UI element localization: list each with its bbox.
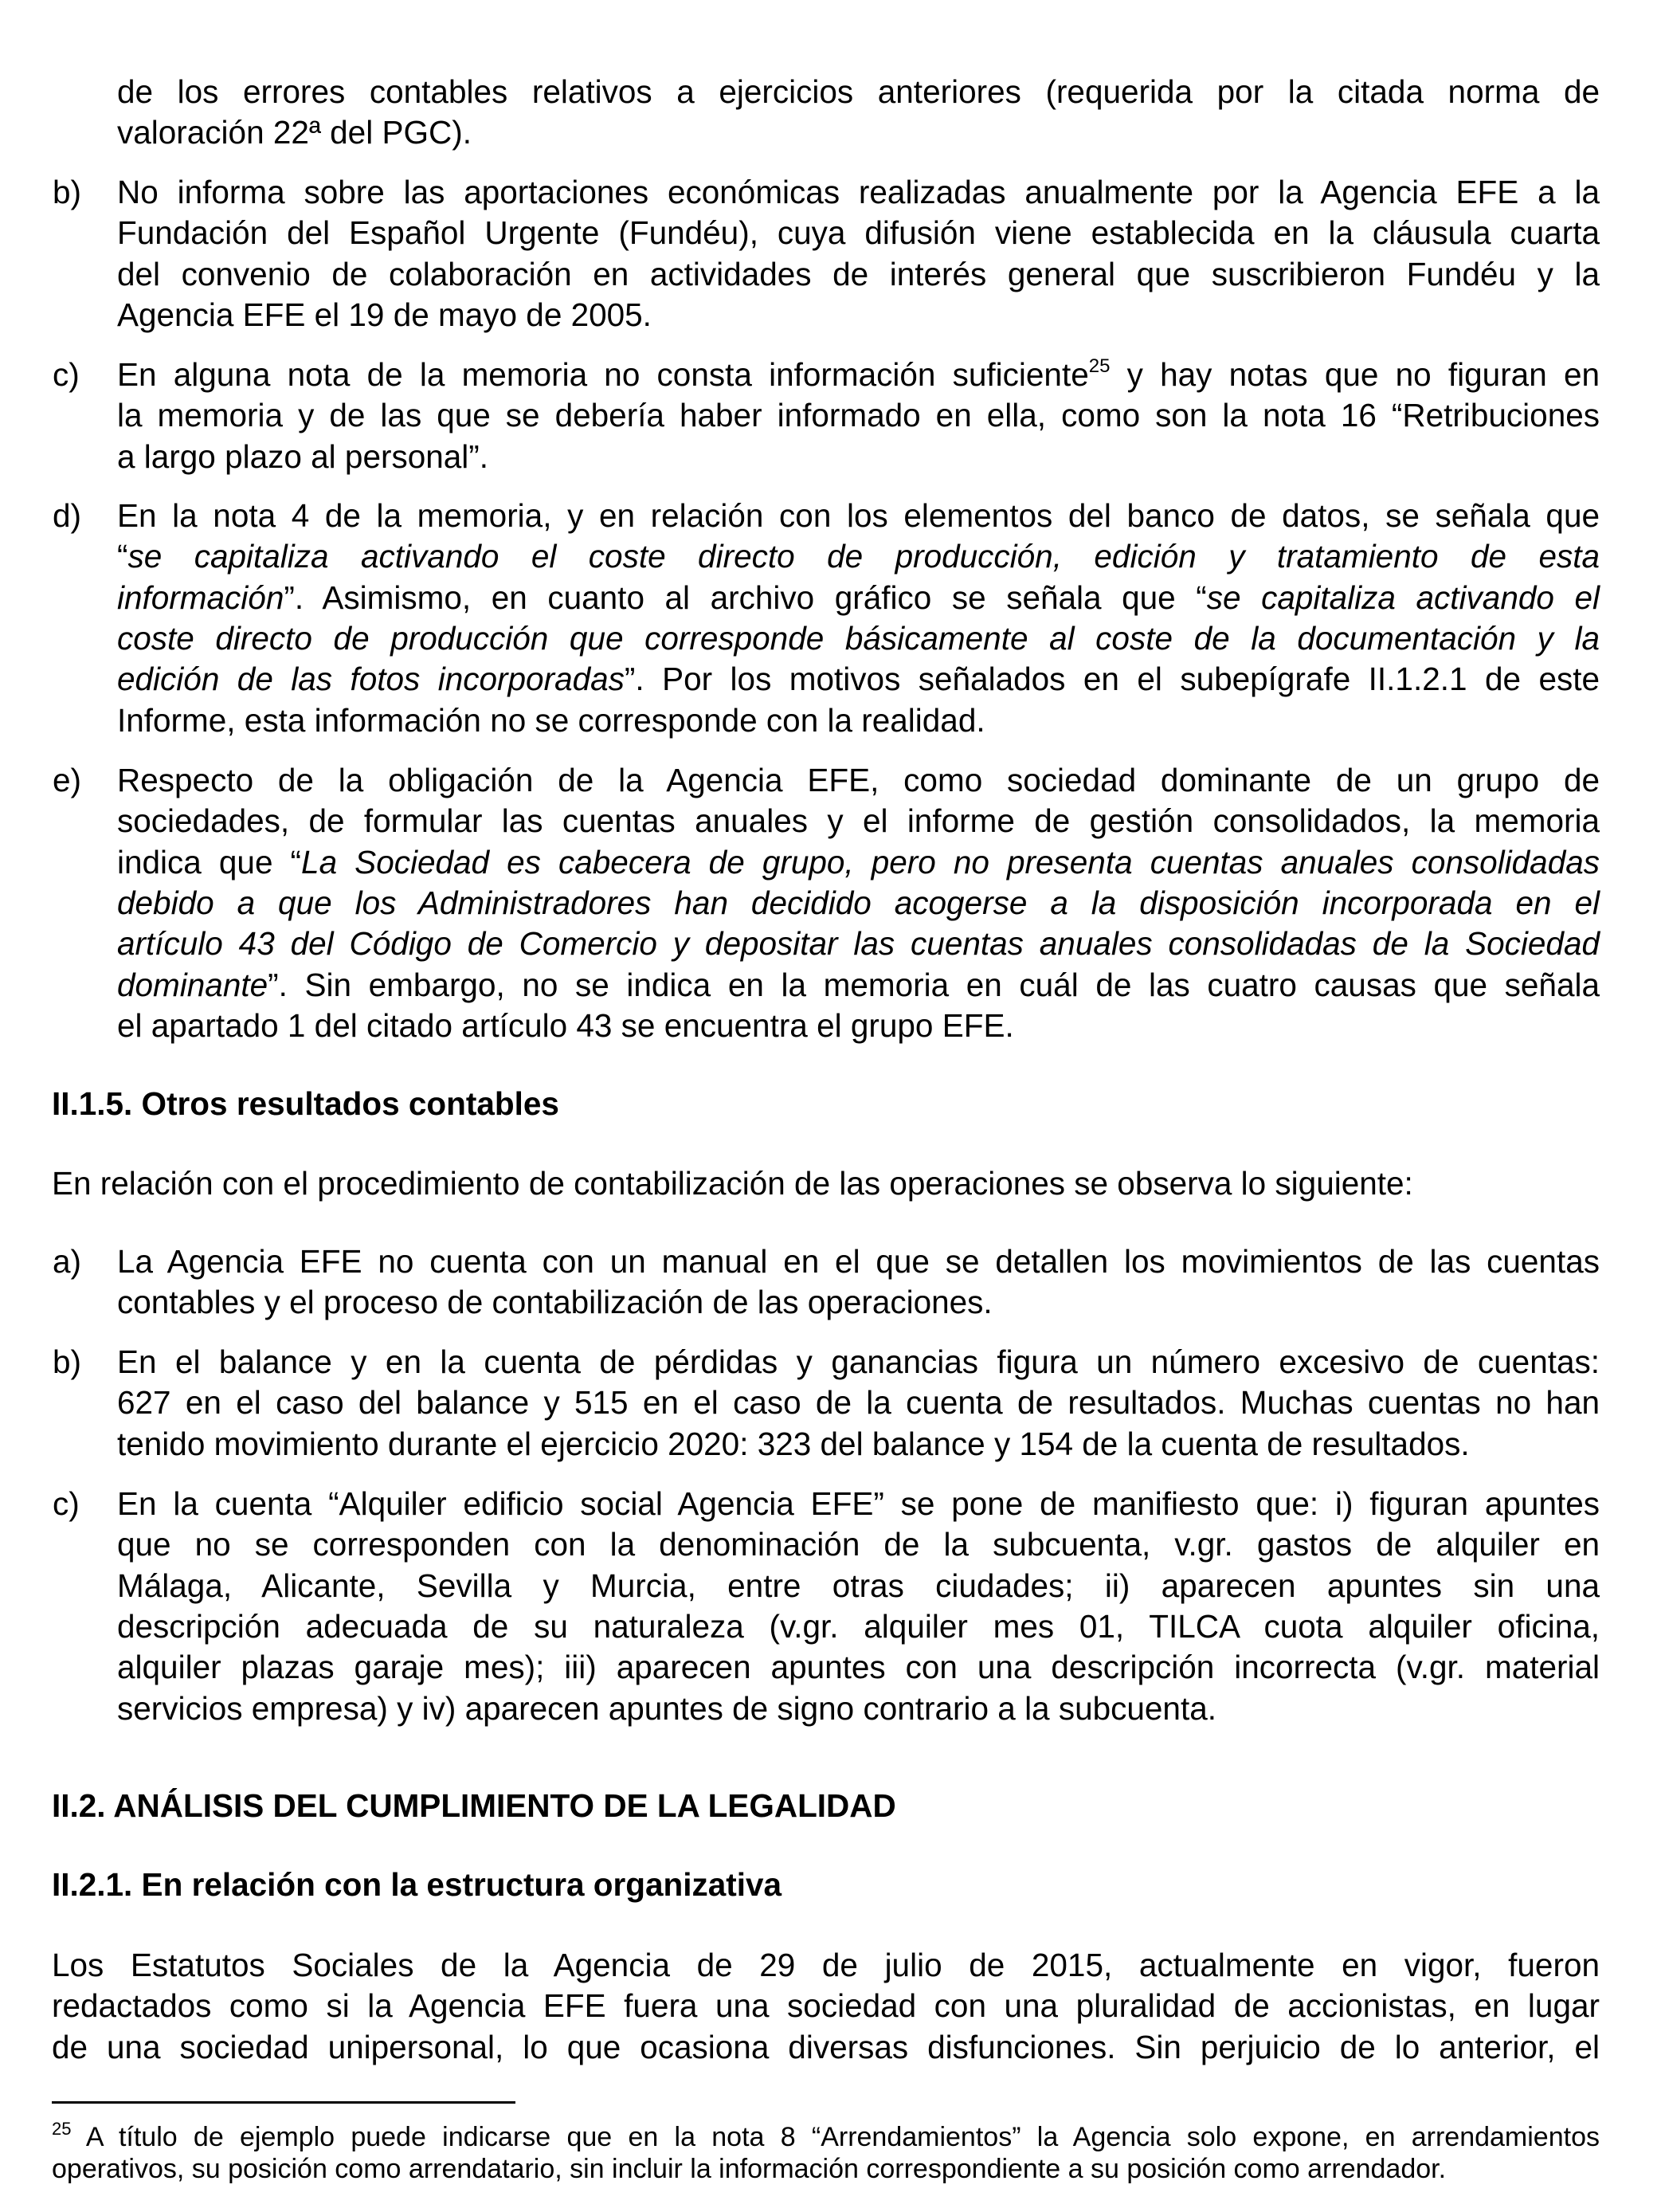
text-line — [117, 1286, 1600, 1319]
text-line — [117, 1607, 1600, 1645]
text-segment: “ — [117, 538, 128, 575]
text-line — [117, 1567, 1600, 1604]
text-line — [117, 497, 1600, 534]
quoted-italic-text: edición de las fotos incorporadas — [117, 661, 625, 698]
text-segment: y hay notas que no figuran en — [1110, 356, 1600, 393]
text-segment: alquiler plazas garaje mes); iii) aparecen apuntes con una descripción incorrecta (v.gr. material — [117, 1649, 1600, 1686]
text-line — [117, 1528, 1600, 1561]
section-heading: II.2.1. En relación con la estructura organizativa — [52, 1866, 782, 1903]
text-segment: del convenio de colaboración en actividades de interés general que suscribieron Fundéu y la — [117, 255, 1600, 292]
list-item-label: c) — [53, 356, 80, 393]
quoted-italic-text: información — [117, 578, 284, 616]
text-segment: Málaga, Alicante, Sevilla y Murcia, entre otras ciudades; ii) aparecen apuntes sin una — [117, 1567, 1600, 1604]
text-line — [117, 1689, 1600, 1727]
text-line — [117, 540, 1600, 573]
quoted-italic-text: artículo 43 del Código de Comercio y depositar las cuentas anuales consolidadas de la Sociedad — [117, 925, 1600, 963]
text-line — [117, 663, 1600, 696]
text-line — [117, 925, 1600, 963]
text-segment: Informe, esta información no se corresponde con la realidad. — [117, 701, 985, 739]
text-line — [52, 1987, 1600, 2025]
text-segment: sociedades, de formular las cuentas anuales y el informe de gestión consolidados, la memoria — [117, 802, 1600, 840]
text-line — [52, 1949, 1600, 1982]
text-segment: Agencia EFE el 19 de mayo de 2005. — [117, 296, 652, 333]
text-segment: La Agencia EFE no cuenta con un manual en el que se detallen los movimientos de las cuentas — [117, 1243, 1600, 1280]
text-segment: valoración 22ª del PGC). — [117, 114, 472, 151]
text-line — [117, 701, 1600, 739]
text-segment: a largo plazo al personal”. — [117, 437, 489, 475]
quoted-italic-text: dominante — [117, 966, 268, 1003]
text-line — [117, 884, 1600, 921]
text-line — [117, 1425, 1600, 1462]
text-segment: redactados como si la Agencia EFE fuera una sociedad con una pluralidad de accionistas, en lugar — [52, 1987, 1600, 2025]
text-segment: 627 en el caso del balance y 515 en el caso de la cuenta de resultados. Muchas cuentas no han — [117, 1384, 1600, 1422]
text-segment: No informa sobre las aportaciones económicas realizadas anualmente por la Agencia EFE a la — [117, 174, 1600, 210]
footnote-text: A título de ejemplo puede indicarse que en la nota 8 “Arrendamientos” la Agencia solo expone, en arrendamientos — [85, 2122, 1600, 2152]
text-line — [117, 1651, 1600, 1684]
text-segment: descripción adecuada de su naturaleza (v.gr. alquiler mes 01, TILCA cuota alquiler oficina, — [117, 1607, 1600, 1645]
list-item-label: d) — [53, 497, 82, 534]
text-segment: ”. Por los motivos señalados en el subepígrafe II.1.2.1 de este — [624, 661, 1600, 698]
footnote-separator — [52, 2101, 515, 2104]
quoted-italic-text: coste directo de producción que corresponde básicamente al coste de la documentación y la — [117, 619, 1600, 657]
text-line — [117, 255, 1600, 292]
text-segment: que no se corresponden con la denominación de la subcuenta, v.gr. gastos de alquiler en — [117, 1526, 1600, 1563]
text-line — [52, 2028, 1600, 2065]
footnote-text: operativos, su posición como arrendatario, sin incluir la información correspondiente a su posición como arrendador. — [52, 2154, 1447, 2184]
text-line — [117, 1006, 1600, 1044]
footnote-reference[interactable]: 25 — [1088, 355, 1111, 377]
text-segment: la memoria y de las que se debería haber informado en ella, como son la nota 16 “Retribuciones — [117, 397, 1600, 434]
text-segment: el apartado 1 del citado artículo 43 se encuentra el grupo EFE. — [117, 1006, 1014, 1044]
list-item-label: b) — [53, 174, 82, 210]
text-segment: de una sociedad unipersonal, lo que ocasiona diversas disfunciones. Sin perjuicio de lo anterior, el — [52, 2028, 1600, 2065]
list-item-label: c) — [53, 1485, 80, 1522]
text-line — [117, 399, 1600, 432]
text-segment: En el balance y en la cuenta de pérdidas y ganancias figura un número excesivo de cuentas: — [117, 1343, 1600, 1380]
text-line — [117, 966, 1600, 1003]
text-segment: En alguna nota de la memoria no consta información suficiente — [117, 356, 1089, 393]
list-item-label: b) — [53, 1343, 82, 1380]
text-segment: Respecto de la obligación de la Agencia EFE, como sociedad dominante de un grupo de — [117, 762, 1600, 798]
text-line — [117, 619, 1600, 657]
text-line — [117, 355, 1600, 393]
text-segment: En la nota 4 de la memoria, y en relación con los elementos del banco de datos, se señala que — [117, 497, 1600, 534]
text-segment: ”. Sin embargo, no se indica en la memoria en cuál de las cuatro causas que señala — [268, 966, 1600, 1003]
section-heading: II.1.5. Otros resultados contables — [52, 1085, 559, 1122]
text-segment: de los errores contables relativos a ejercicios anteriores (requerida por la citada norma de — [117, 73, 1600, 110]
quoted-italic-text: se capitaliza activando el — [1206, 578, 1600, 616]
quoted-italic-text: debido a que los Administradores han decidido acogerse a la disposición incorporada en el — [117, 884, 1600, 921]
text-line — [117, 116, 1600, 149]
footnote-line — [52, 2155, 1600, 2183]
list-item-label: a) — [53, 1243, 82, 1280]
text-line — [117, 296, 1600, 333]
text-line — [117, 1343, 1600, 1380]
footnote-line — [52, 2119, 1600, 2152]
text-line — [117, 802, 1600, 840]
text-line — [117, 176, 1600, 209]
text-segment: En la cuenta “Alquiler edificio social Agencia EFE” se pone de manifiesto que: i) figuran apuntes — [117, 1485, 1600, 1522]
footnote-number: 25 — [52, 2119, 72, 2139]
text-segment: Los Estatutos Sociales de la Agencia de 29 de julio de 2015, actualmente en vigor, fueron — [52, 1947, 1600, 1983]
text-line — [117, 1485, 1600, 1522]
text-line — [117, 764, 1600, 797]
text-segment: En relación con el procedimiento de contabilización de las operaciones se observa lo siguiente: — [52, 1165, 1413, 1202]
text-line — [117, 578, 1600, 616]
text-segment: servicios empresa) y iv) aparecen apuntes de signo contrario a la subcuenta. — [117, 1689, 1216, 1727]
text-segment: ”. Asimismo, en cuanto al archivo gráfico se señala que “ — [284, 578, 1207, 616]
text-line — [117, 1245, 1600, 1278]
list-item-label: e) — [53, 762, 82, 798]
text-line — [117, 214, 1600, 252]
quoted-italic-text: La Sociedad es cabecera de grupo, pero no presenta cuentas anuales consolidadas — [301, 843, 1600, 880]
text-segment: contables y el proceso de contabilización de las operaciones. — [117, 1284, 993, 1321]
quoted-italic-text: se capitaliza activando el coste directo de producción, edición y tratamiento de esta — [127, 538, 1600, 575]
text-line — [117, 1384, 1600, 1422]
text-line — [117, 843, 1600, 880]
text-line — [117, 437, 1600, 475]
text-segment: Fundación del Español Urgente (Fundéu), cuya difusión viene establecida en la cláusula cuarta — [117, 214, 1600, 252]
section-heading: II.2. ANÁLISIS DEL CUMPLIMIENTO DE LA LEGALIDAD — [52, 1787, 896, 1824]
text-segment: tenido movimiento durante el ejercicio 2020: 323 del balance y 154 de la cuenta de resultados. — [117, 1425, 1470, 1462]
text-segment: indica que “ — [117, 843, 302, 880]
text-line — [117, 73, 1600, 110]
text-line — [52, 1167, 1600, 1200]
